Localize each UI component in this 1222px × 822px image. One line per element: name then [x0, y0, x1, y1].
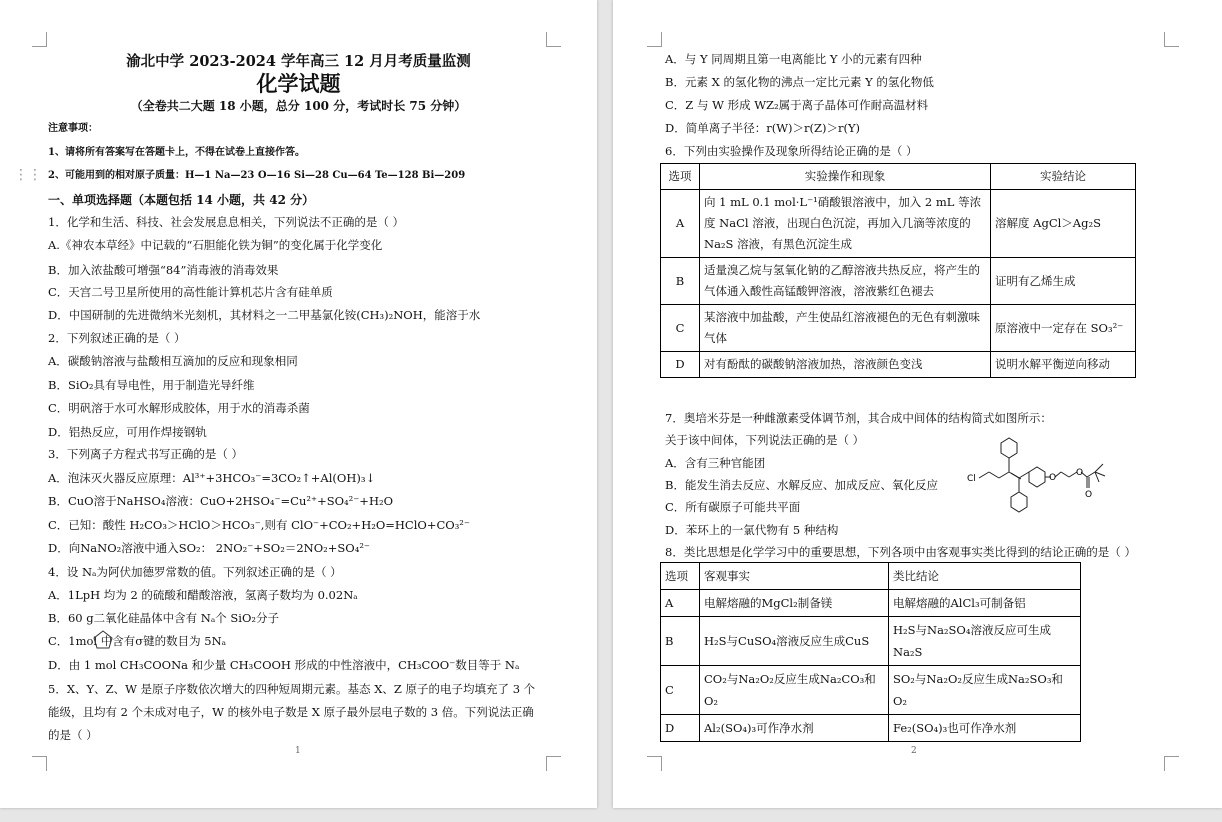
table-header-row: [661, 563, 1081, 590]
question-line: B．SiO₂具有导电性，用于制造光导纤维: [48, 378, 255, 392]
question-line: C．天宫二号卫星所使用的高性能计算机芯片含有硅单质: [48, 285, 333, 299]
table-row: [661, 258, 1136, 305]
table-cell: H₂S与Na₂SO₄溶液反应可生成Na₂S: [889, 617, 1081, 666]
question-line: 1．化学和生活、科技、社会发展息息相关，下列说法不正确的是（ ）: [48, 215, 404, 229]
row-label: C: [661, 666, 700, 715]
table-cell: 向 1 mL 0.1 mol·L⁻¹硝酸银溶液中，加入 2 mL 等浓度 NaCl 溶液，出现白色沉淀，再加入几滴等浓度的 Na₂S 溶液，有黑色沉淀生成: [700, 190, 991, 258]
subject-title: 化学试题: [256, 71, 341, 96]
question-line: A.《神农本草经》中记载的“石胆能化铁为铜”的变化属于化学变化: [48, 238, 383, 252]
question-line: 3．下列离子方程式书写正确的是（ ）: [48, 447, 243, 461]
question-line: 4．设 Nₐ为阿伏加德罗常数的值。下列叙述正确的是（ ）: [48, 565, 342, 579]
row-label: B: [661, 258, 700, 305]
notice-item: 1、请将所有答案写在答题卡上，不得在试卷上直接作答。: [48, 147, 305, 158]
table-row: [661, 190, 1136, 258]
question-line: 2．下列叙述正确的是（ ）: [48, 331, 186, 345]
atom-label: Cl: [967, 474, 976, 484]
question-line: 关于该中间体，下列说法正确的是（ ）: [665, 433, 865, 447]
question-line: A．与 Y 同周期且第一电离能比 Y 小的元素有四种: [665, 52, 922, 66]
table-cell: 溶解度 AgCl＞Ag₂S: [991, 190, 1136, 258]
row-label: D: [661, 715, 700, 742]
question-line: D．简单离子半径：r(W)＞r(Z)＞r(Y): [665, 121, 861, 135]
question-line: B．元素 X 的氢化物的沸点一定比元素 Y 的氢化物低: [665, 75, 934, 89]
atom-label: O: [1085, 490, 1093, 500]
question-line: 6．下列由实验操作及现象所得结论正确的是（ ）: [665, 144, 918, 158]
table-header: 选项: [661, 563, 700, 590]
table-header: 实验结论: [991, 164, 1136, 190]
table-header: 实验操作和现象: [700, 164, 991, 190]
table-row: [661, 590, 1081, 617]
notice-heading: 注意事项：: [48, 123, 98, 134]
question-line: 7．奥培米芬是一种雌激素受体调节剂，其合成中间体的结构简式如图所示：: [665, 411, 1052, 425]
table-cell: SO₂与Na₂O₂反应生成Na₂SO₃和O₂: [889, 666, 1081, 715]
table-header-row: [661, 164, 1136, 190]
question-line: C．已知：酸性 H₂CO₃＞HClO＞HCO₃⁻,则有 ClO⁻+CO₂+H₂O=HClO+CO₃²⁻: [48, 518, 470, 532]
question-line: A．含有三种官能团: [665, 456, 766, 470]
question-line: A．碳酸钠溶液与盐酸相互滴加的反应和现象相同: [48, 354, 298, 368]
table-header: 类比结论: [889, 563, 1081, 590]
table-cell: 证明有乙烯生成: [991, 258, 1136, 305]
question-line: B．60 g二氧化硅晶体中含有 Nₐ个 SiO₂分子: [48, 611, 280, 625]
question-line: D．苯环上的一氯代物有 5 种结构: [665, 523, 839, 537]
row-label: A: [661, 190, 700, 258]
notice-item: 2、可能用到的相对原子质量：H—1 Na—23 O—16 Si—28 Cu—64 Te—128 Bi—209: [48, 170, 466, 181]
table-cell: 电解熔融的AlCl₃可制备铝: [889, 590, 1081, 617]
question-line: D．由 1 mol CH₃COONa 和少量 CH₃COOH 形成的中性溶液中，CH₃COO⁻数目等于 Nₐ: [48, 658, 520, 672]
question-line: 8．类比思想是化学学习中的重要思想，下列各项中由客观事实类比得到的结论正确的是（ ）: [665, 545, 1136, 559]
row-label: B: [661, 617, 700, 666]
table-cell: CO₂与Na₂O₂反应生成Na₂CO₃和O₂: [700, 666, 889, 715]
row-label: A: [661, 590, 700, 617]
question-line: 的是（ ）: [48, 728, 98, 742]
table-cell: 某溶液中加盐酸，产生使品红溶液褪色的无色有刺激味气体: [700, 305, 991, 352]
table-row: [661, 666, 1081, 715]
question-line: 5．X、Y、Z、W 是原子序数依次增大的四种短周期元素。基态 X、Z 原子的电子均填充了 3 个: [48, 682, 536, 696]
question-line: B．加入浓盐酸可增强“84”消毒液的消毒效果: [48, 263, 279, 277]
page-number: 2: [911, 746, 917, 756]
molecule-structure: [965, 436, 1115, 518]
analogy-table: [660, 562, 1081, 742]
exam-subtitle: （全卷共二大题 18 小题，总分 100 分，考试时长 75 分钟）: [130, 99, 467, 113]
exam-title: 渝北中学 2023-2024 学年高三 12 月月考质量监测: [126, 53, 471, 70]
question-line: B．CuO溶于NaHSO₄溶液：CuO+2HSO₄⁻=Cu²⁺+SO₄²⁻+H₂O: [48, 494, 394, 508]
table-cell: 原溶液中一定存在 SO₃²⁻: [991, 305, 1136, 352]
crop-mark: [32, 32, 47, 47]
crop-mark: [647, 756, 662, 771]
row-label: D: [661, 352, 700, 378]
crop-mark: [1164, 756, 1179, 771]
table-cell: 适量溴乙烷与氢氧化钠的乙醇溶液共热反应，将产生的气体通入酸性高锰酸钾溶液，溶液紫红色褪去: [700, 258, 991, 305]
question-line: A．泡沫灭火器反应原理：Al³⁺+3HCO₃⁻=3CO₂↑+Al(OH)₃↓: [48, 471, 376, 485]
question-line: D．铝热反应，可用作焊接钢轨: [48, 425, 207, 439]
atom-label: O: [1076, 468, 1084, 478]
table-cell: 电解熔融的MgCl₂制备镁: [700, 590, 889, 617]
crop-mark: [32, 756, 47, 771]
table-row: [661, 352, 1136, 378]
table-cell: H₂S与CuSO₄溶液反应生成CuS: [700, 617, 889, 666]
table-row: [661, 617, 1081, 666]
drag-handle-icon[interactable]: ⋮⋮: [14, 167, 42, 183]
question-line: 能级，且均有 2 个未成对电子，W 的核外电子数是 X 原子最外层电子数的 3 倍。下列说法正确: [48, 705, 534, 719]
table-cell: Fe₂(SO₄)₃也可作净水剂: [889, 715, 1081, 742]
table-cell: 对有酚酞的碳酸钠溶液加热，溶液颜色变浅: [700, 352, 991, 378]
table-cell: Al₂(SO₄)₃可作净水剂: [700, 715, 889, 742]
question-line: A．1LpH 均为 2 的硫酸和醋酸溶液，氢离子数均为 0.02Nₐ: [48, 588, 358, 602]
crop-mark: [1164, 32, 1179, 47]
question-line: C．Z 与 W 形成 WZ₂属于离子晶体可作耐高温材料: [665, 98, 929, 112]
crop-mark: [546, 756, 561, 771]
crop-mark: [647, 32, 662, 47]
table-row: [661, 715, 1081, 742]
atom-label: O: [1049, 473, 1057, 483]
page-number: 1: [295, 746, 301, 756]
section-heading: 一、单项选择题（本题包括 14 小题，共 42 分）: [48, 193, 315, 207]
question-line: D．向NaNO₂溶液中通入SO₂： 2NO₂⁻+SO₂＝2NO₂+SO₄²⁻: [48, 541, 370, 555]
table-header: 客观事实: [700, 563, 889, 590]
table-row: [661, 305, 1136, 352]
question-line: C．明矾溶于水可水解形成胶体，用于水的消毒杀菌: [48, 401, 310, 415]
question-line: B．能发生消去反应、水解反应、加成反应、氧化反应: [665, 478, 938, 492]
document-page-1: [0, 0, 597, 808]
document-page-2: [613, 0, 1222, 808]
table-header: 选项: [661, 164, 700, 190]
table-cell: 说明水解平衡逆向移动: [991, 352, 1136, 378]
row-label: C: [661, 305, 700, 352]
question-line: D．中国研制的先进微纳米光刻机，其材料之一二甲基氯化铵(CH₃)₂NOH，能溶于水: [48, 308, 481, 322]
question-line: C．所有碳原子可能共平面: [665, 500, 801, 514]
experiment-table: [660, 163, 1136, 378]
crop-mark: [546, 32, 561, 47]
pyrrole-ring-icon: [92, 628, 114, 652]
question-line: C．1mol 中含有σ键的数目为 5Nₐ: [48, 634, 227, 648]
